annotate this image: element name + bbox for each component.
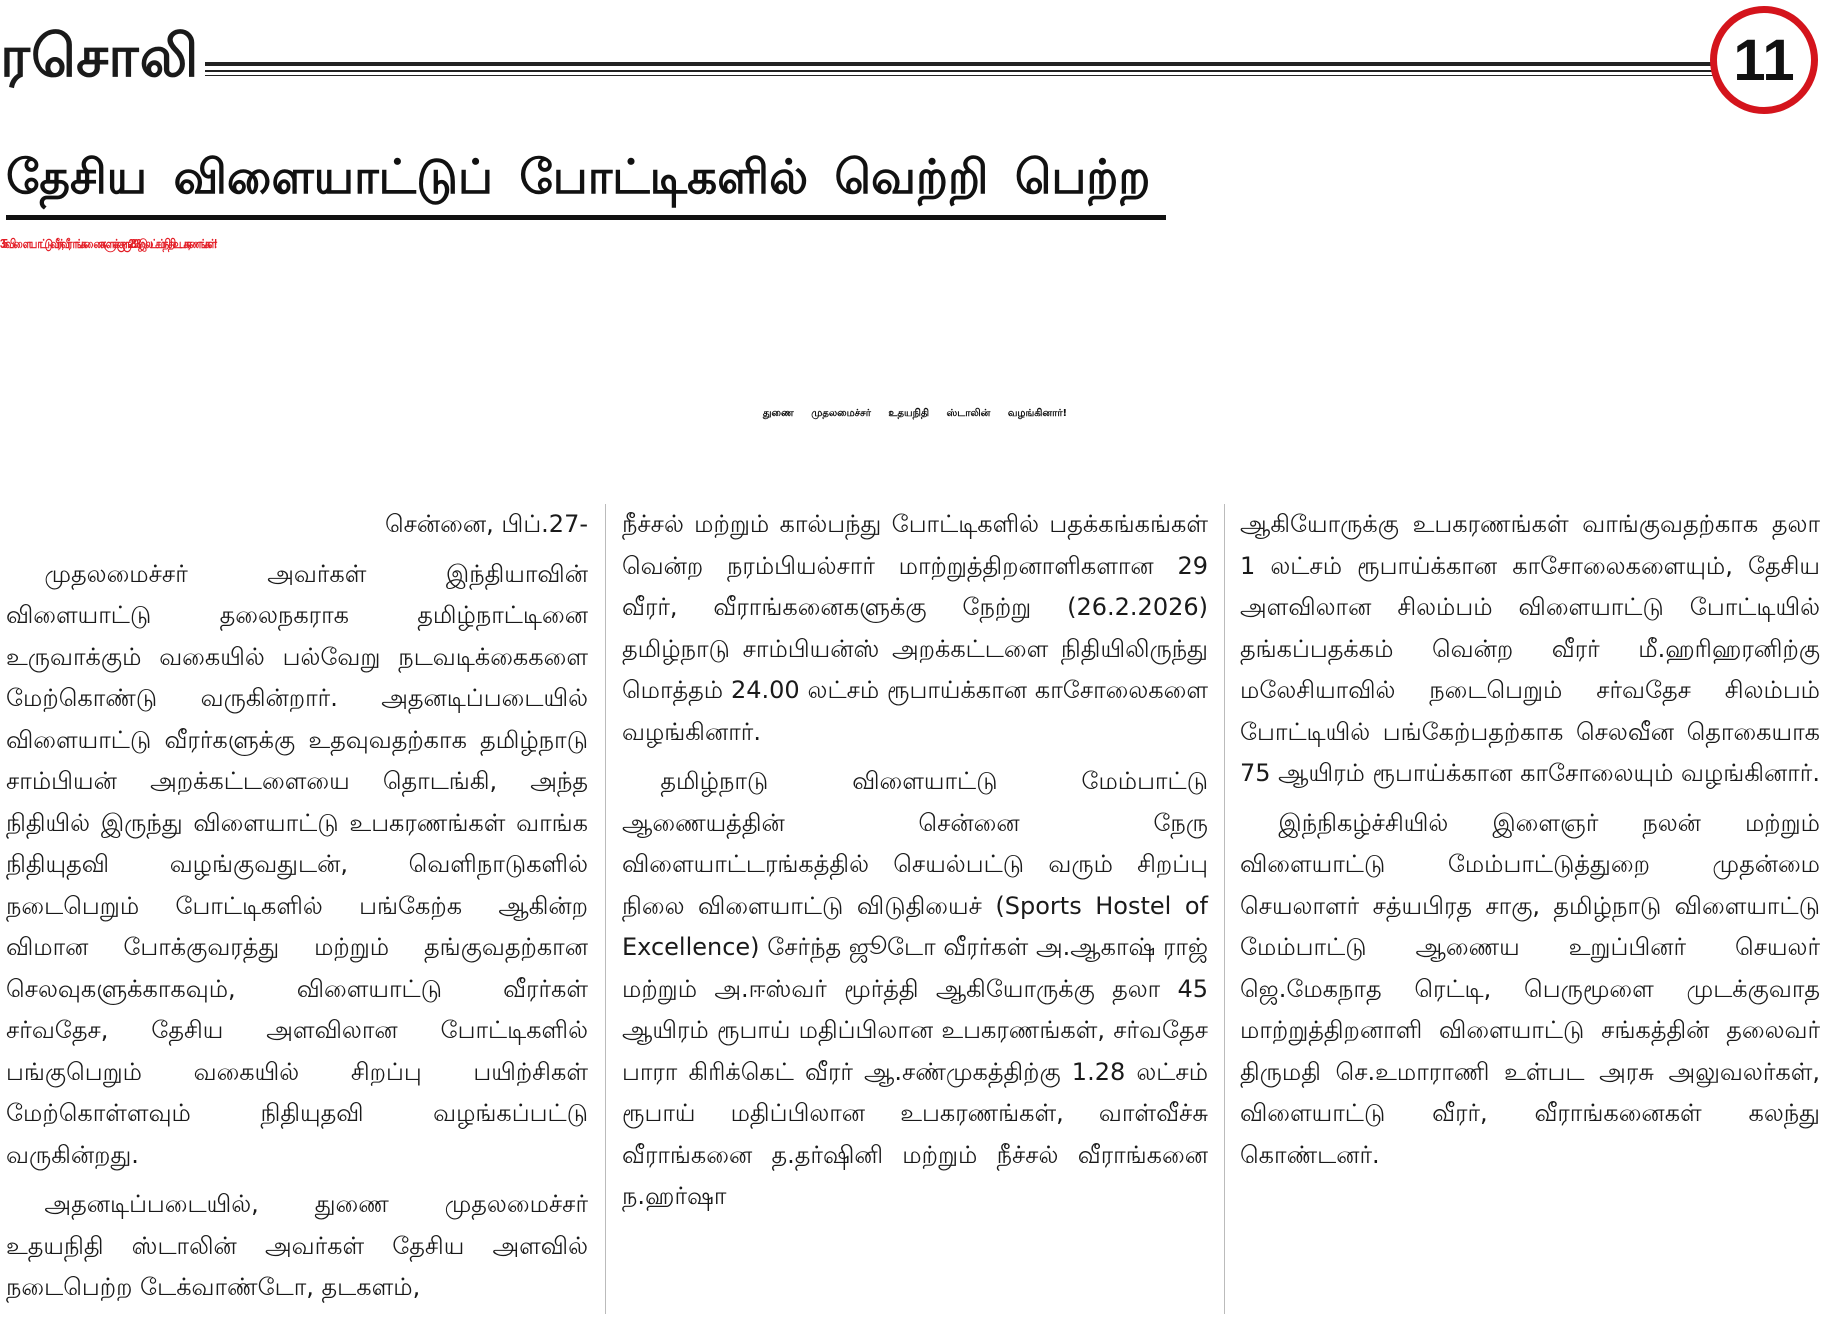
page-number: 11: [1733, 27, 1795, 93]
masthead: [0, 0, 1830, 130]
rule-line: [205, 62, 1720, 66]
column-divider: [605, 504, 606, 1314]
paragraph: இந்நிகழ்ச்சியில் இளைஞர் நலன் மற்றும் விளையாட்டு மேம்பாட்டுத்துறை முதன்மை செயலாளர் சத்யபிரத சாகு, தமிழ்நாடு விளையாட்டு மேம்பாட்டு ஆணைய உறுப்பினர் செயலர் ஜெ.மேகநாத ரெட்டி, பெருமூளை முடக்குவாத மாற்றுத்திறனாளி விளையாட்டு சங்கத்தின் தலைவர் திருமதி செ.உமாராணி உள்பட அரசு அலுவலர்கள், விளையாட்டு வீரர், வீராங்கனைகள் கலந்து கொண்டனர்.: [1240, 808, 1820, 1169]
paragraph: தமிழ்நாடு விளையாட்டு மேம்பாட்டு ஆணையத்தின் சென்னை நேரு விளையாட்டரங்கத்தில் செயல்பட்டு வரும் சிறப்பு நிலை விளையாட்டு விடுதியைச் (Sports Hostel of Excellence) சேர்ந்த ஜூடோ வீரர்கள் அ.ஆகாஷ் ராஜ் மற்றும் அ.ஈஸ்வர் மூர்த்தி ஆகியோருக்கு தலா 45 ஆயிரம் ரூபாய் மதிப்பிலான உபகரணங்கள், சர்வதேச பாரா கிரிக்கெட் வீரர் ஆ.சண்முகத்திற்கு 1.28 லட்சம் ரூபாய் மதிப்பிலான உபகரணங்கள், வாள்வீச்சு வீராங்கனை த.தர்ஷினி மற்றும் நீச்சல் வீராங்கனை ந.ஹர்ஷா: [622, 767, 1208, 1210]
column-divider: [1224, 504, 1225, 1314]
article-column-1: [6, 504, 588, 1314]
paragraph: நீச்சல் மற்றும் கால்பந்து போட்டிகளில் பதக்கங்கங்கள் வென்ற நரம்பியல்சார் மாற்றுத்திறனாளிகளான 29 வீரர், வீராங்கனைகளுக்கு நேற்று (26.2.2026) தமிழ்நாடு சாம்பியன்ஸ் அறக்கட்டளை நிதியிலிருந்து மொத்தம் 24.00 லட்சம் ரூபாய்க்கான காசோலைகளை வழங்கினார்.: [622, 510, 1208, 746]
rule-line: [205, 75, 1720, 76]
page-number-badge: [1710, 6, 1818, 114]
paragraph: ஆகியோருக்கு உபகரணங்கள் வாங்குவதற்காக தலா 1 லட்சம் ரூபாய்க்கான காசோலைகளையும், தேசிய அளவிலான சிலம்பம் விளையாட்டு போட்டியில் தங்கப்பதக்கம் வென்ற வீரர் மீ.ஹரிஹரனிற்கு மலேசியாவில் நடைபெறும் சர்வதேச சிலம்பம் போட்டியில் பங்கேற்பதற்காக செலவீன தொகையாக 75 ஆயிரம் ரூபாய்க்கான காசோலையும் வழங்கினார்.: [1240, 510, 1820, 787]
article-column-2: [622, 504, 1208, 1314]
article-subhead: துணை முதலமைச்சர் உதயநிதி ஸ்டாலின் வழங்கினார்!: [762, 408, 1068, 419]
newspaper-name: ரசொலி: [0, 22, 200, 90]
masthead-rule: [205, 50, 1720, 84]
article-kicker: தேசிய விளையாட்டுப் போட்டிகளில் வெற்றி பெற்ற: [6, 150, 1166, 220]
rule-line: [205, 70, 1720, 72]
article-headline: 35 விளையாட்டு வீரர், வீராங்கனைகளுக்கு ரூ.28.93 இலட்சம் நிதி - உபகரணங்கள்!: [0, 238, 215, 252]
paragraph: முதலமைச்சர் அவர்கள் இந்தியாவின் விளையாட்டு தலைநகராக தமிழ்நாட்டினை உருவாக்கும் வகையில் பல்வேறு நடவடிக்கைகளை மேற்கொண்டு வருகின்றார். அதனடிப்படையில் விளையாட்டு வீரர்களுக்கு உதவுவதற்காக தமிழ்நாடு சாம்பியன் அறக்கட்டளையை தொடங்கி, அந்த நிதியில் இருந்து விளையாட்டு உபகரணங்கள் வாங்க நிதியுதவி வழங்குவதுடன், வெளிநாடுகளில் நடைபெறும் போட்டிகளில் பங்கேற்க ஆகின்ற விமான போக்குவரத்து மற்றும் தங்குவதற்கான செலவுகளுக்காகவும், விளையாட்டு வீரர்கள் சர்வதேச, தேசிய அளவிலான போட்டிகளில் பங்குபெறும் வகையில் சிறப்பு பயிற்சிகள் மேற்கொள்ளவும் நிதியுதவி வழங்கப்பட்டு வருகின்றது.: [6, 559, 588, 1169]
paragraph: அதனடிப்படையில், துணை முதலமைச்சர் உதயநிதி ஸ்டாலின் அவர்கள் தேசிய அளவில் நடைபெற்ற டேக்வாண்டோ, தடகளம்,: [6, 1190, 588, 1301]
dateline: சென்னை, பிப்.27-: [384, 510, 588, 538]
article-column-3: [1240, 504, 1820, 1314]
article-body: [0, 504, 1830, 1314]
